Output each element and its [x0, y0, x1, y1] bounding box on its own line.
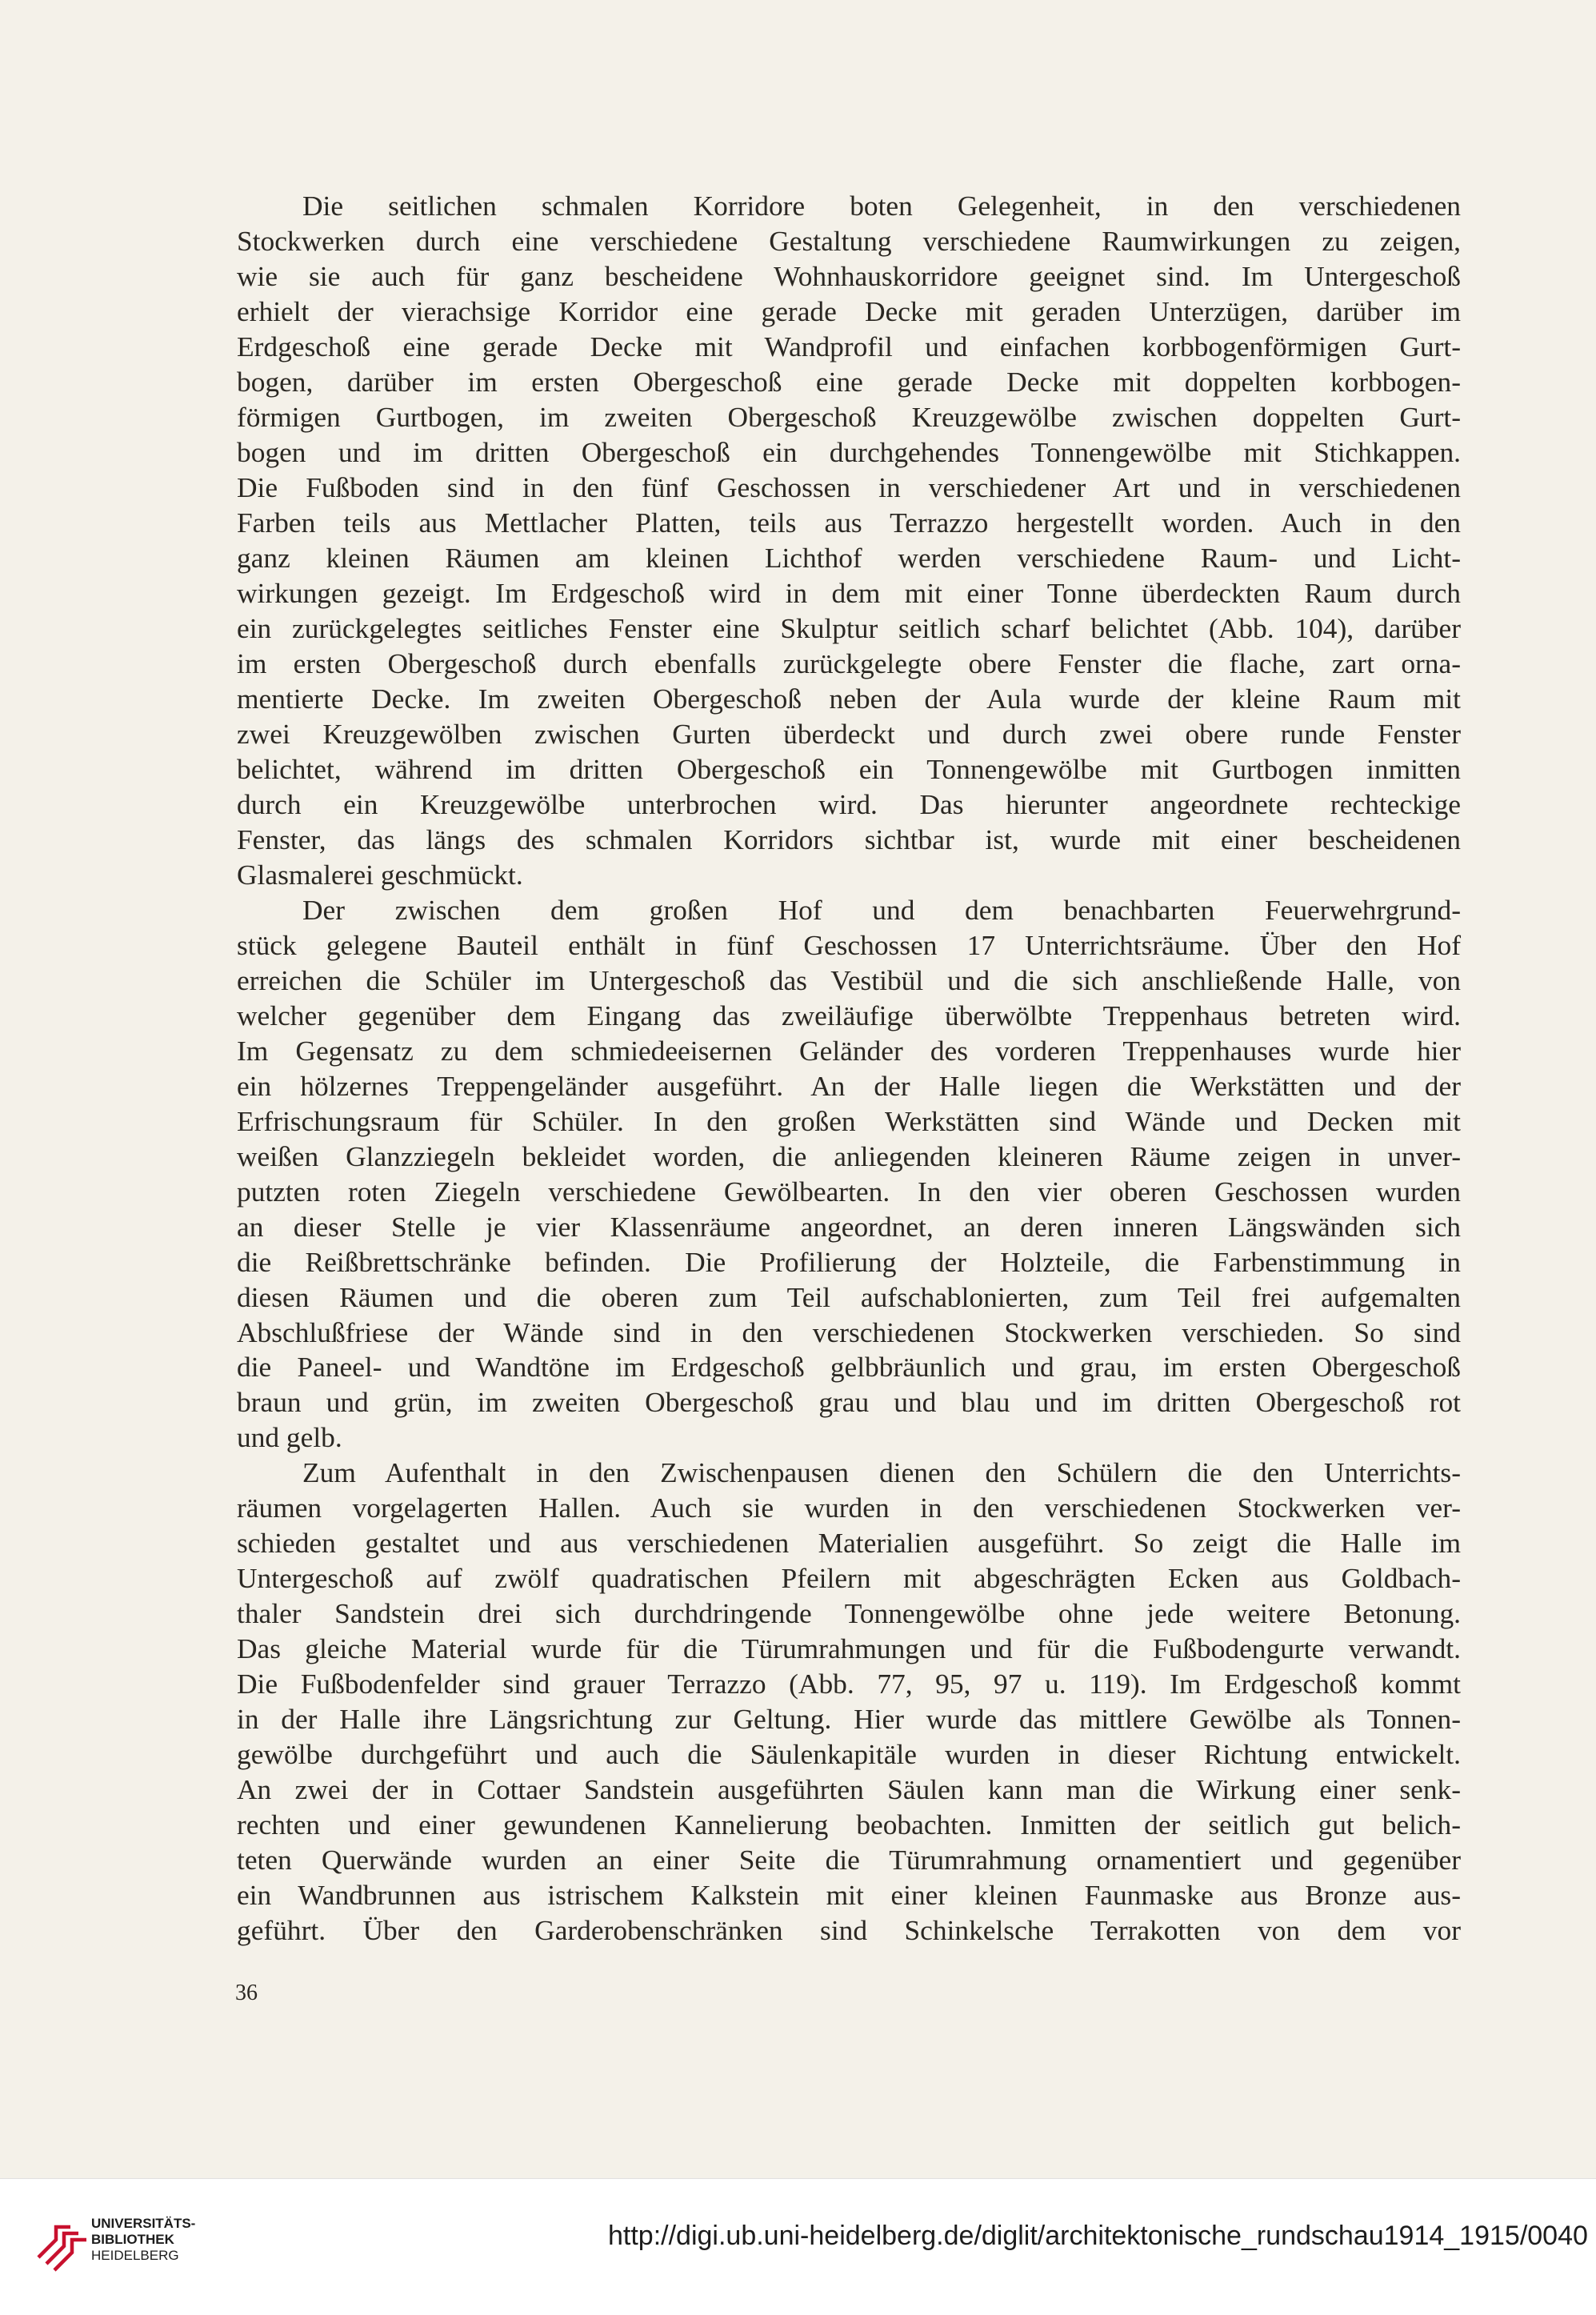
text-line: Die seitlichen schmalen Korridore boten Gelegenheit, in den verschiedenen [302, 190, 1461, 222]
text-line: stück gelegene Bauteil enthält in fünf Geschossen 17 Unterrichtsräume. Über den Hof [237, 928, 1461, 961]
text-line: teten Querwände wurden an einer Seite die Türumrahmung ornamentiert und gegenüber [237, 1844, 1461, 1876]
text-line: Abschlußfriese der Wände sind in den verschiedenen Stockwerken verschieden. So sind [237, 1316, 1461, 1348]
text-line: Das gleiche Material wurde für die Türumrahmungen und für die Fußbodengurte verwandt. [237, 1632, 1461, 1665]
text-line: bogen, darüber im ersten Obergeschoß eine gerade Decke mit doppelten korbbogen- [237, 365, 1461, 398]
text-line: Die Fußboden sind in den fünf Geschossen in verschiedener Art und in verschiedenen [237, 471, 1461, 503]
paragraph-3 [237, 1456, 1461, 1949]
text-line: belichtet, während im dritten Obergeschoß ein Tonnengewölbe mit Gurtbogen inmitten [237, 752, 1461, 785]
text-line: schieden gestaltet und aus verschiedenen Materialien ausgeführt. So zeigt die Halle im [237, 1527, 1461, 1560]
text-line: Farben teils aus Mettlacher Platten, teils aus Terrazzo hergestellt worden. Auch in den [237, 506, 1461, 539]
text-line: An zwei der in Cottaer Sandstein ausgeführten Säulen kann man die Wirkung einer senk- [237, 1773, 1461, 1806]
text-line: ein zurückgelegtes seitliches Fenster eine Skulptur seitlich scharf belichtet (Abb. 104), darüber [237, 611, 1461, 644]
text-line: geführt. Über den Garderobenschränken sind Schinkelsche Terrakotten von dem vor [237, 1914, 1461, 1947]
library-name-line2: BIBLIOTHEK [91, 2232, 174, 2247]
text-line: die Reißbrettschränke befinden. Die Profilierung der Holzteile, die Farbenstimmung in [237, 1245, 1461, 1278]
text-line: Zum Aufenthalt in den Zwischenpausen dienen den Schülern die den Unterrichts- [302, 1456, 1461, 1489]
library-name[interactable] [91, 2216, 195, 2264]
text-line: ein hölzernes Treppengeländer ausgeführt. An der Halle liegen die Werkstätten und der [237, 1069, 1461, 1102]
text-line: thaler Sandstein drei sich durchdringende Tonnengewölbe ohne jede weitere Betonung. [237, 1597, 1461, 1630]
text-line: förmigen Gurtbogen, im zweiten Obergeschoß Kreuzgewölbe zwischen doppelten Gurt- [237, 400, 1461, 433]
text-line: braun und grün, im zweiten Obergeschoß grau und blau und im dritten Obergeschoß rot [237, 1386, 1461, 1419]
text-line: Der zwischen dem großen Hof und dem benachbarten Feuerwehrgrund- [302, 893, 1461, 926]
text-line: Stockwerken durch eine verschiedene Gestaltung verschiedene Raumwirkungen zu zeigen, [237, 224, 1461, 257]
text-line: weißen Glanzziegeln bekleidet worden, die anliegenden kleineren Räume zeigen in unver- [237, 1139, 1461, 1172]
text-line: welcher gegenüber dem Eingang das zweiläufige überwölbte Treppenhaus betreten wird. [237, 999, 1461, 1031]
text-line: die Paneel- und Wandtöne im Erdgeschoß gelbbräunlich und grau, im ersten Obergeschoß [237, 1351, 1461, 1384]
text-line: Untergeschoß auf zwölf quadratischen Pfeilern mit abgeschrägten Ecken aus Goldbach- [237, 1562, 1461, 1595]
paragraph-2 [237, 893, 1461, 1456]
text-line: an dieser Stelle je vier Klassenräume angeordnet, an deren inneren Längswänden sich [237, 1210, 1461, 1243]
text-line: wirkungen gezeigt. Im Erdgeschoß wird in dem mit einer Tonne überdeckten Raum durch [237, 576, 1461, 609]
text-line: ganz kleinen Räumen am kleinen Lichthof werden verschiedene Raum- und Licht- [237, 541, 1461, 574]
source-url-link[interactable]: http://digi.ub.uni-heidelberg.de/diglit/architektonische_rundschau1914_1915/0040 [608, 2221, 1588, 2251]
text-line: Erdgeschoß eine gerade Decke mit Wandprofil und einfachen korbbogenförmigen Gurt- [237, 330, 1461, 362]
text-line: ein Wandbrunnen aus istrischem Kalkstein mit einer kleinen Faunmaske aus Bronze aus- [237, 1879, 1461, 1912]
text-line: im ersten Obergeschoß durch ebenfalls zurückgelegte obere Fenster die flache, zart orna- [237, 647, 1461, 679]
text-line: putzten roten Ziegeln verschiedene Gewölbearten. In den vier oberen Geschossen wurden [237, 1175, 1461, 1208]
text-line: durch ein Kreuzgewölbe unterbrochen wird. Das hierunter angeordnete rechteckige [237, 787, 1461, 820]
text-line: erreichen die Schüler im Untergeschoß das Vestibül und die sich anschließende Halle, von [237, 963, 1461, 996]
body-text [237, 189, 1461, 1949]
text-line: erhielt der vierachsige Korridor eine gerade Decke mit geraden Unterzügen, darüber im [237, 294, 1461, 327]
text-line: zwei Kreuzgewölben zwischen Gurten überdeckt und durch zwei obere runde Fenster [237, 717, 1461, 750]
library-name-line1: UNIVERSITÄTS- [91, 2216, 196, 2231]
library-logo-icon[interactable] [29, 2211, 91, 2273]
text-line: Glasmalerei geschmückt. [237, 858, 523, 891]
text-line: und gelb. [237, 1421, 342, 1454]
paragraph-1 [237, 189, 1461, 893]
text-line: diesen Räumen und die oberen zum Teil aufschablonierten, zum Teil frei aufgemalten [237, 1280, 1461, 1313]
text-line: in der Halle ihre Längsrichtung zur Geltung. Hier wurde das mittlere Gewölbe als Tonnen- [237, 1703, 1461, 1736]
page-number: 36 [235, 1981, 258, 2005]
text-line: Die Fußbodenfelder sind grauer Terrazzo (Abb. 77, 95, 97 u. 119). Im Erdgeschoß kommt [237, 1668, 1461, 1700]
text-line: räumen vorgelagerten Hallen. Auch sie wurden in den verschiedenen Stockwerken ver- [237, 1492, 1461, 1524]
text-line: bogen und im dritten Obergeschoß ein durchgehendes Tonnengewölbe mit Stichkappen. [237, 435, 1461, 468]
text-line: Fenster, das längs des schmalen Korridors sichtbar ist, wurde mit einer bescheidenen [237, 823, 1461, 855]
footer-bar [0, 2178, 1596, 2315]
text-line: wie sie auch für ganz bescheidene Wohnhauskorridore geeignet sind. Im Untergeschoß [237, 259, 1461, 292]
text-line: mentierte Decke. Im zweiten Obergeschoß neben der Aula wurde der kleine Raum mit [237, 682, 1461, 715]
text-line: rechten und einer gewundenen Kannelierung beobachten. Inmitten der seitlich gut belich- [237, 1808, 1461, 1841]
text-line: Im Gegensatz zu dem schmiedeeisernen Geländer des vorderen Treppenhauses wurde hier [237, 1034, 1461, 1067]
text-line: gewölbe durchgeführt und auch die Säulenkapitäle wurden in dieser Richtung entwickelt. [237, 1738, 1461, 1771]
library-name-line3: HEIDELBERG [91, 2248, 179, 2263]
text-line: Erfrischungsraum für Schüler. In den großen Werkstätten sind Wände und Decken mit [237, 1104, 1461, 1137]
